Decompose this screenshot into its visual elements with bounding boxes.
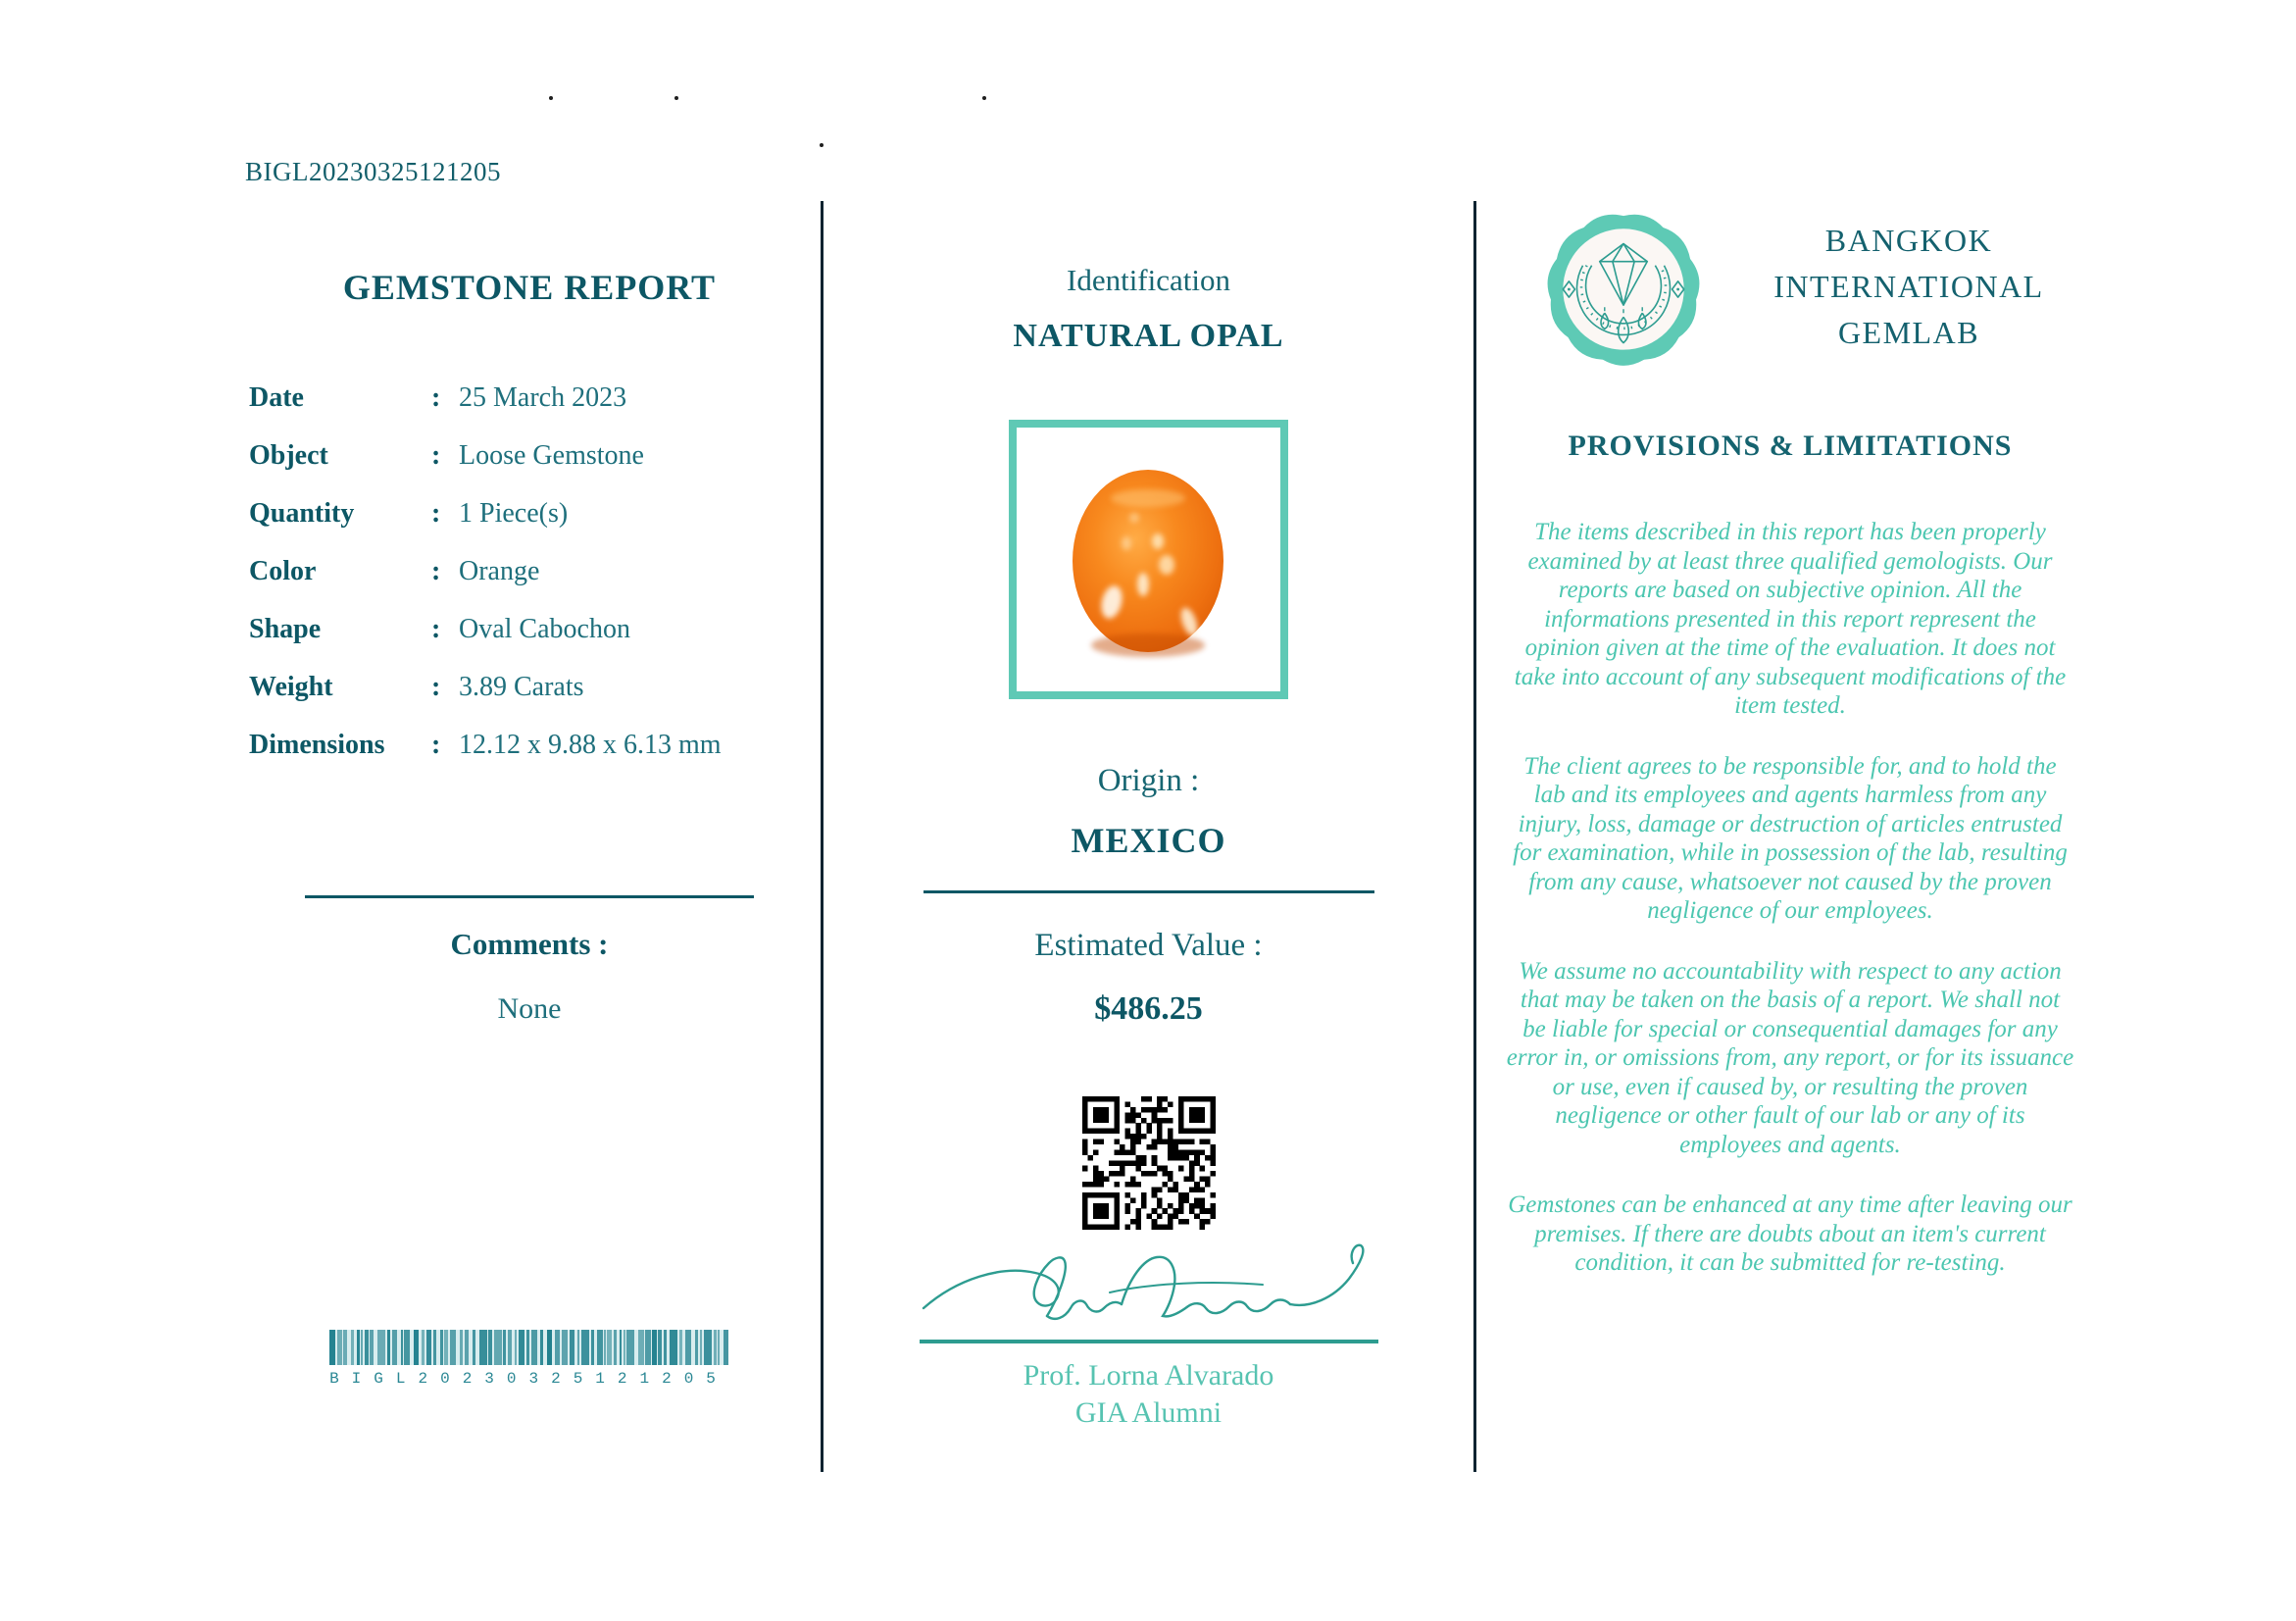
detail-row-color bbox=[249, 556, 798, 614]
signature-divider bbox=[920, 1340, 1378, 1343]
detail-value: Oval Cabochon bbox=[459, 614, 630, 644]
detail-row-quantity bbox=[249, 498, 798, 556]
lab-name-line-1: BANGKOK bbox=[1824, 223, 1993, 258]
lab-name bbox=[1737, 218, 2080, 356]
detail-value: Loose Gemstone bbox=[459, 440, 644, 471]
gemstone-photo bbox=[1017, 428, 1280, 691]
provisions-paragraphs bbox=[1506, 518, 2074, 1309]
barcode bbox=[329, 1330, 728, 1388]
provisions-paragraph-4: Gemstones can be enhanced at any time after leaving our premises. If there are doubts about an item's current condition, it can be submitted for re-testing. bbox=[1508, 1191, 2072, 1276]
detail-value: 1 Piece(s) bbox=[459, 498, 569, 529]
comments-divider bbox=[305, 895, 754, 898]
provisions-paragraph-1: The items described in this report has been properly examined by at least three qualified gemologists. Our reports are based on subjective opinion. All the informations presented in this report represent the opinion given at the time of the evaluation. It does not take into account of any subsequent modifications of the item tested. bbox=[1514, 519, 2067, 719]
qr-code bbox=[1082, 1096, 1216, 1230]
detail-colon: : bbox=[431, 730, 441, 760]
barcode-bars bbox=[329, 1330, 728, 1365]
detail-label: Quantity bbox=[249, 498, 355, 529]
signature bbox=[918, 1234, 1378, 1336]
signatory-name: Prof. Lorna Alvarado bbox=[1023, 1359, 1274, 1392]
identification-label: Identification bbox=[1067, 263, 1230, 297]
detail-label: Color bbox=[249, 556, 317, 586]
details-table bbox=[249, 382, 798, 787]
provisions-paragraph-2: The client agrees to be responsible for, and to hold the lab and its employees and agents harmless from any injury, loss, damage or destruction of articles entrusted for examination, while in possession of the lab, resulting from any cause, whatsoever not caused by the proven negligence of our employees. bbox=[1513, 752, 2068, 924]
detail-value: Orange bbox=[459, 556, 540, 586]
identification-value: NATURAL OPAL bbox=[1013, 318, 1284, 354]
right-panel bbox=[1492, 0, 2088, 1621]
detail-value: 12.12 x 9.88 x 6.13 mm bbox=[459, 730, 722, 760]
center-panel bbox=[824, 0, 1473, 1621]
value-divider bbox=[923, 890, 1374, 893]
detail-label: Dimensions bbox=[249, 730, 385, 760]
detail-colon: : bbox=[431, 440, 441, 471]
detail-colon: : bbox=[431, 556, 441, 586]
detail-value: 25 March 2023 bbox=[459, 382, 627, 413]
comments-value: None bbox=[497, 992, 562, 1025]
panel-divider-right bbox=[1473, 201, 1476, 1472]
estimated-value: $486.25 bbox=[1094, 990, 1203, 1027]
detail-row-date bbox=[249, 382, 798, 440]
detail-label: Date bbox=[249, 382, 304, 413]
detail-value: 3.89 Carats bbox=[459, 672, 584, 702]
detail-colon: : bbox=[431, 498, 441, 529]
lab-name-line-3: GEMLAB bbox=[1837, 315, 1980, 350]
registration-dot bbox=[674, 96, 678, 100]
detail-row-weight bbox=[249, 672, 798, 730]
provisions-title: PROVISIONS & LIMITATIONS bbox=[1568, 430, 2013, 462]
provisions-paragraph-3: We assume no accountability with respect to any action that may be taken on the basis of a report. We shall not be liable for special or consequential damages for any error in, or omissions from, any report, or for its issuance or use, even if caused by, or resulting the proven negligence or other fault of our lab or any of its employees and agents. bbox=[1506, 957, 2074, 1158]
barcode-text: BIGL20230325121205 bbox=[329, 1370, 728, 1388]
detail-colon: : bbox=[431, 382, 441, 413]
signatory-title: GIA Alumni bbox=[1074, 1396, 1223, 1429]
detail-colon: : bbox=[431, 672, 441, 702]
report-title: GEMSTONE REPORT bbox=[342, 268, 717, 307]
report-number: BIGL20230325121205 bbox=[245, 157, 501, 186]
origin-label: Origin : bbox=[1097, 763, 1200, 798]
detail-row-shape bbox=[249, 614, 798, 672]
origin-value: MEXICO bbox=[1071, 821, 1226, 860]
estimated-value-label: Estimated Value : bbox=[1034, 928, 1263, 963]
lab-name-line-2: INTERNATIONAL bbox=[1773, 269, 2044, 304]
gemstone-photo-frame bbox=[1009, 420, 1288, 699]
gemlab-logo-icon bbox=[1539, 202, 1708, 379]
detail-colon: : bbox=[431, 614, 441, 644]
detail-label: Weight bbox=[249, 672, 333, 702]
detail-row-object bbox=[249, 440, 798, 498]
detail-label: Object bbox=[249, 440, 328, 471]
detail-row-dimensions bbox=[249, 730, 798, 787]
detail-label: Shape bbox=[249, 614, 322, 644]
registration-dot bbox=[549, 96, 553, 100]
comments-label: Comments : bbox=[450, 927, 609, 961]
